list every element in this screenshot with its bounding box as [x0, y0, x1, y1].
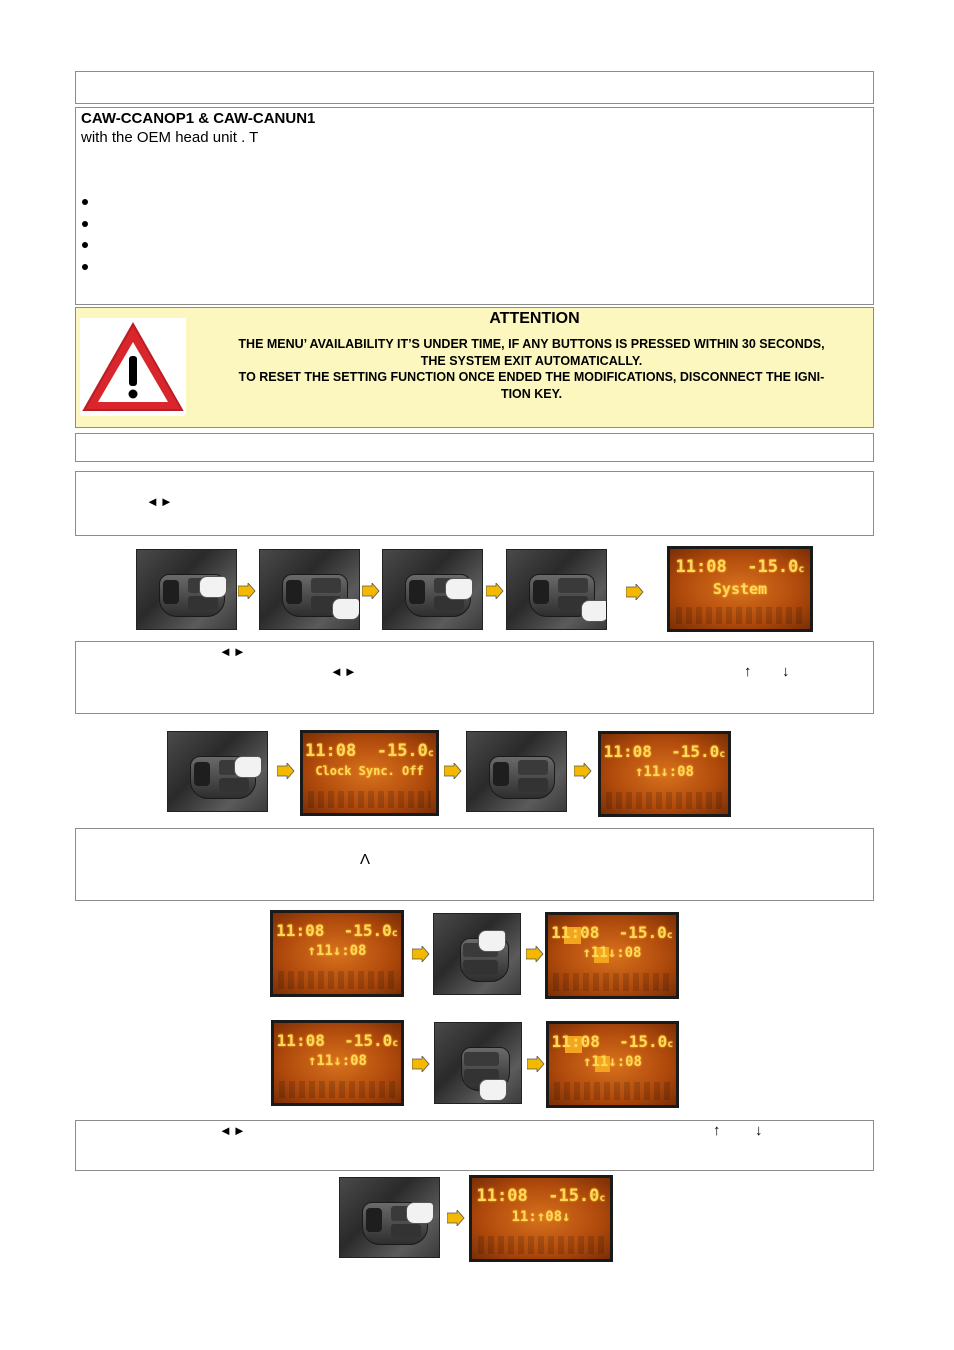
caret-symbol: Λ [360, 851, 371, 868]
hand-icon [199, 576, 227, 598]
bullet-4 [82, 264, 88, 270]
up-arrow-icon: ↑ [744, 663, 752, 680]
display-time-edit-1 [598, 731, 731, 817]
attention-text [196, 336, 867, 402]
display-status-line: 11:08 -15.0c [675, 557, 805, 577]
display-status-line: 11:08 -15.0c [305, 741, 434, 761]
display-clock: 11:08 [551, 1032, 600, 1051]
left-right-arrows: ◄► [219, 644, 247, 659]
hand-icon [234, 756, 262, 778]
display-time-text: ↑11↓:08 [582, 1054, 642, 1070]
display-time-text: ↑11↓:08 [307, 943, 367, 959]
display-temp: 15.0 [680, 742, 720, 761]
steering-control-photo-4 [506, 549, 607, 630]
display-temp-unit: c [798, 564, 805, 575]
display-temp: 15.0 [386, 741, 428, 761]
up-arrow-icon: ↑ [713, 1122, 721, 1139]
display-clock-sync [300, 730, 439, 816]
attention-line-4: TION KEY. [500, 386, 563, 401]
display-temp: 15.0 [353, 1031, 393, 1050]
left-right-arrows: ◄► [219, 1123, 247, 1138]
hand-icon [478, 930, 506, 952]
down-arrow-icon: ↓ [755, 1122, 763, 1139]
product-codes: CAW-CCANOP1 & CAW-CANUN1 [81, 110, 316, 127]
steering-control-photo-9 [339, 1177, 440, 1258]
steering-control-photo-7 [433, 913, 521, 995]
display-clock: 11:08 [305, 741, 357, 761]
bullet-2 [82, 221, 88, 227]
display-clock: 11:08 [603, 742, 652, 761]
display-system [667, 546, 813, 632]
display-clock: 11:08 [675, 557, 727, 577]
bullet-3 [82, 242, 88, 248]
display-time-text: ↑11↓:08 [307, 1053, 367, 1069]
hand-icon [445, 578, 473, 600]
display-temp: 15.0 [353, 921, 392, 940]
display-time-edit-6 [469, 1175, 613, 1262]
intro-text: with the OEM head unit . T [81, 129, 259, 146]
display-status-line: 11:08 -15.0c [476, 1186, 606, 1206]
hand-icon [406, 1202, 434, 1224]
bullet-1 [82, 199, 88, 205]
header-box [75, 71, 874, 104]
section-heading-box [75, 433, 874, 462]
display-clock: 11:08 [276, 921, 325, 940]
step-3-box [75, 828, 874, 901]
hand-icon [581, 600, 607, 622]
intro-section [75, 107, 874, 305]
display-time-text: ↑11↓:08 [634, 764, 694, 780]
display-clock: 11:08 [276, 1031, 325, 1050]
display-status-line: 11:08 -15.0c [276, 921, 398, 940]
display-time-edit-4 [271, 1020, 404, 1106]
display-status-line: 11:08 -15.0c [276, 1031, 399, 1050]
warning-triangle-icon [80, 318, 186, 416]
hand-icon [332, 598, 360, 620]
display-temp-unit: c [599, 1193, 606, 1204]
attention-heading: ATTENTION [489, 310, 580, 327]
display-temp: 15.0 [757, 557, 799, 577]
display-time-text: 11:↑08↓ [511, 1209, 571, 1225]
attention-line-2: THE SYSTEM EXIT AUTOMATICALLY. [420, 353, 643, 368]
steering-control-photo-8 [434, 1022, 522, 1104]
steering-control-photo-1 [136, 549, 237, 630]
display-menu-text: System [712, 580, 768, 598]
left-right-arrows: ◄► [146, 494, 174, 509]
display-temp: 15.0 [558, 1186, 600, 1206]
display-status-line: 11:08 -15.0c [551, 923, 673, 942]
display-temp-unit: c [667, 1039, 674, 1050]
steering-control-photo-3 [382, 549, 483, 630]
step-1-box [75, 471, 874, 536]
display-clock: 11:08 [551, 923, 600, 942]
display-status-line: 11:08 -15.0c [551, 1032, 674, 1051]
display-time-edit-5 [546, 1021, 679, 1108]
display-temp-unit: c [427, 748, 434, 759]
display-temp-unit: c [666, 930, 673, 941]
display-temp-unit: c [719, 749, 726, 760]
display-clock: 11:08 [476, 1186, 528, 1206]
steering-control-photo-6 [466, 731, 567, 812]
display-time-text: ↑11↓:08 [582, 945, 642, 961]
step-2-box [75, 641, 874, 714]
steering-control-photo-5 [167, 731, 268, 812]
attention-box [75, 307, 874, 428]
display-time-edit-2 [270, 910, 404, 997]
attention-line-3: TO RESET THE SETTING FUNCTION ONCE ENDED THE MODIFICATIONS, DISCONNECT THE IGNI- [238, 370, 825, 384]
down-arrow-icon: ↓ [782, 663, 790, 680]
display-temp-unit: c [392, 1038, 399, 1049]
left-right-arrows: ◄► [330, 664, 358, 679]
steering-control-photo-2 [259, 549, 360, 630]
display-time-edit-3 [545, 912, 679, 999]
step-4-box [75, 1120, 874, 1171]
display-status-line: 11:08 -15.0c [603, 742, 726, 761]
display-temp: 15.0 [628, 1032, 668, 1051]
display-temp-unit: c [391, 928, 398, 939]
hand-icon [479, 1079, 507, 1101]
attention-line-1: THE MENU’ AVAILABILITY IT’S UNDER TIME, IF ANY BUTTONS IS PRESSED WITHIN 30 SECONDS, [238, 337, 825, 351]
display-temp: 15.0 [628, 923, 667, 942]
display-menu-text: Clock Sync. Off [315, 764, 424, 778]
